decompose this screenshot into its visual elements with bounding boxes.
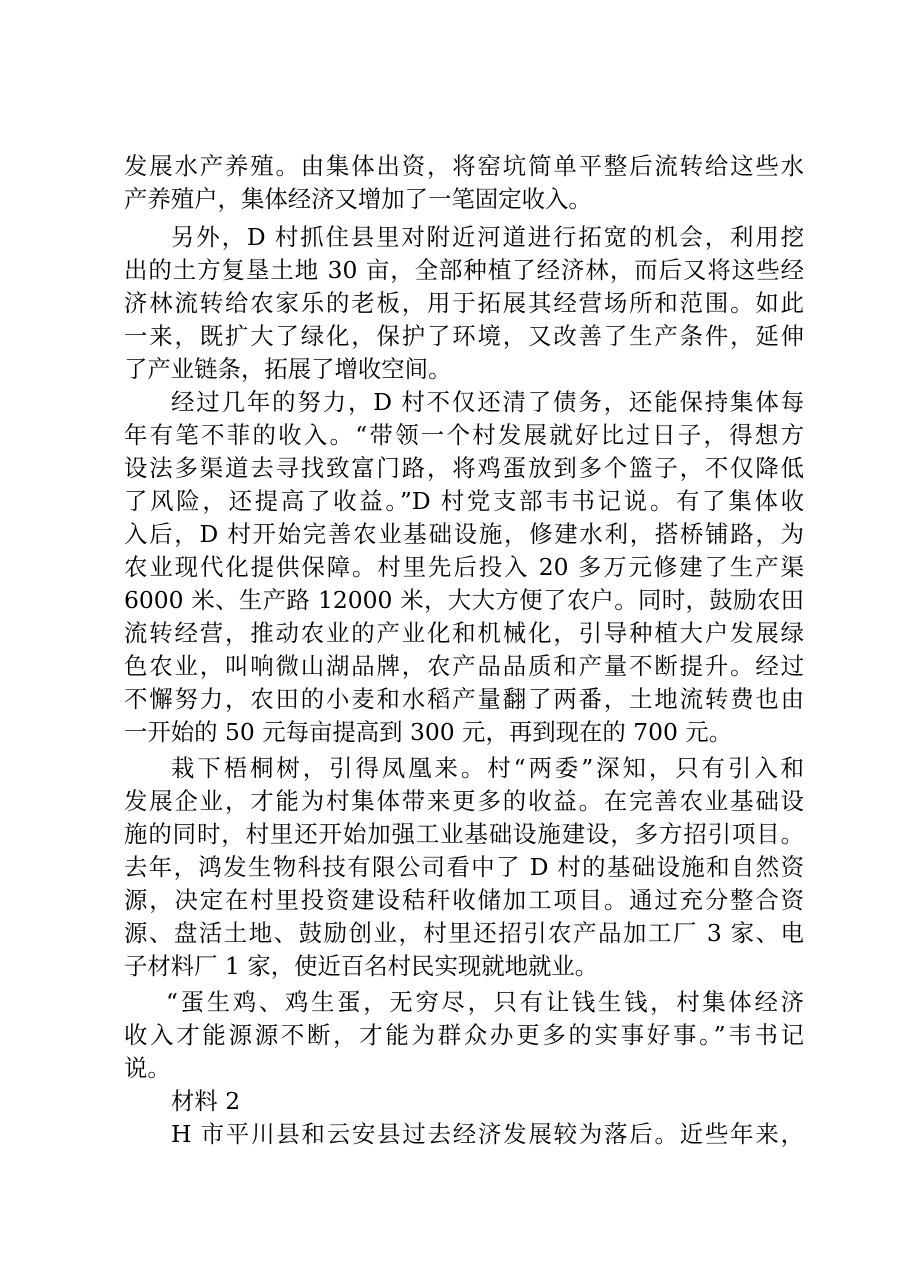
text-line: 了产业链条，拓展了增收空间。: [124, 355, 452, 383]
text-line: 说。: [124, 1054, 171, 1082]
text-line: 年有笔不菲的收入。“带领一个村发展就好比过日子，得想方: [124, 421, 804, 449]
text-line: 流转经营，推动农业的产业化和机械化，引导种植大户发展绿: [124, 619, 804, 647]
text-line: 不懈努力，农田的小麦和水稻产量翻了两番，土地流转费也由: [124, 685, 804, 713]
text-line: 6000 米、生产路 12000 米，大大方便了农户。同时，鼓励农田: [124, 586, 804, 614]
text-line: 入后，D 村开始完善农业基础设施，修建水利，搭桥铺路，为: [124, 520, 804, 548]
text-line: 源、盘活土地、鼓励创业，村里还招引农产品加工厂 3 家、电: [124, 919, 804, 947]
text-line: 设法多渠道去寻找致富门路，将鸡蛋放到多个篮子，不仅降低: [124, 454, 804, 482]
text-line: 源，决定在村里投资建设秸秆收储加工项目。通过充分整合资: [124, 886, 804, 914]
text-line: 一来，既扩大了绿化，保护了环境，又改善了生产条件，延伸: [124, 322, 804, 350]
text-line: 出的土方复垦土地 30 亩，全部种植了经济林，而后又将这些经: [124, 256, 804, 284]
text-line: 经过几年的努力，D 村不仅还清了债务，还能保持集体每: [171, 388, 804, 416]
text-line: 农业现代化提供保障。村里先后投入 20 多万元修建了生产渠: [124, 553, 804, 581]
text-line: 另外，D 村抓住县里对附近河道进行拓宽的机会，利用挖: [171, 223, 804, 251]
text-line: 子材料厂 1 家，使近百名村民实现就地就业。: [124, 952, 599, 980]
text-line: 了风险，还提高了收益。”D 村党支部韦书记说。有了集体收: [124, 487, 804, 515]
text-line: H 市平川县和云安县过去经济发展较为落后。近些年来，: [171, 1120, 804, 1148]
text-line: 一开始的 50 元每亩提高到 300 元，再到现在的 700 元。: [124, 718, 733, 746]
text-line: 色农业，叫响微山湖品牌，农产品品质和产量不断提升。经过: [124, 652, 804, 680]
section-heading: 材料 2: [171, 1087, 241, 1115]
text-line: 去年，鸿发生物科技有限公司看中了 D 村的基础设施和自然资: [124, 853, 804, 881]
text-line: 收入才能源源不断，才能为群众办更多的实事好事。”韦书记: [124, 1021, 804, 1049]
text-line: 发展企业，才能为村集体带来更多的收益。在完善农业基础设: [124, 787, 804, 815]
text-line: “蛋生鸡、鸡生蛋，无穷尽，只有让钱生钱，村集体经济: [166, 988, 804, 1016]
text-line: 产养殖户，集体经济又增加了一笔固定收入。: [124, 185, 592, 213]
text-line: 施的同时，村里还开始加强工业基础设施建设，多方招引项目。: [124, 820, 804, 848]
text-line: 济林流转给农家乐的老板，用于拓展其经营场所和范围。如此: [124, 289, 804, 317]
text-line: 栽下梧桐树，引得凤凰来。村“两委”深知，只有引入和: [171, 754, 804, 782]
text-line: 发展水产养殖。由集体出资，将窑坑简单平整后流转给这些水: [124, 152, 804, 180]
